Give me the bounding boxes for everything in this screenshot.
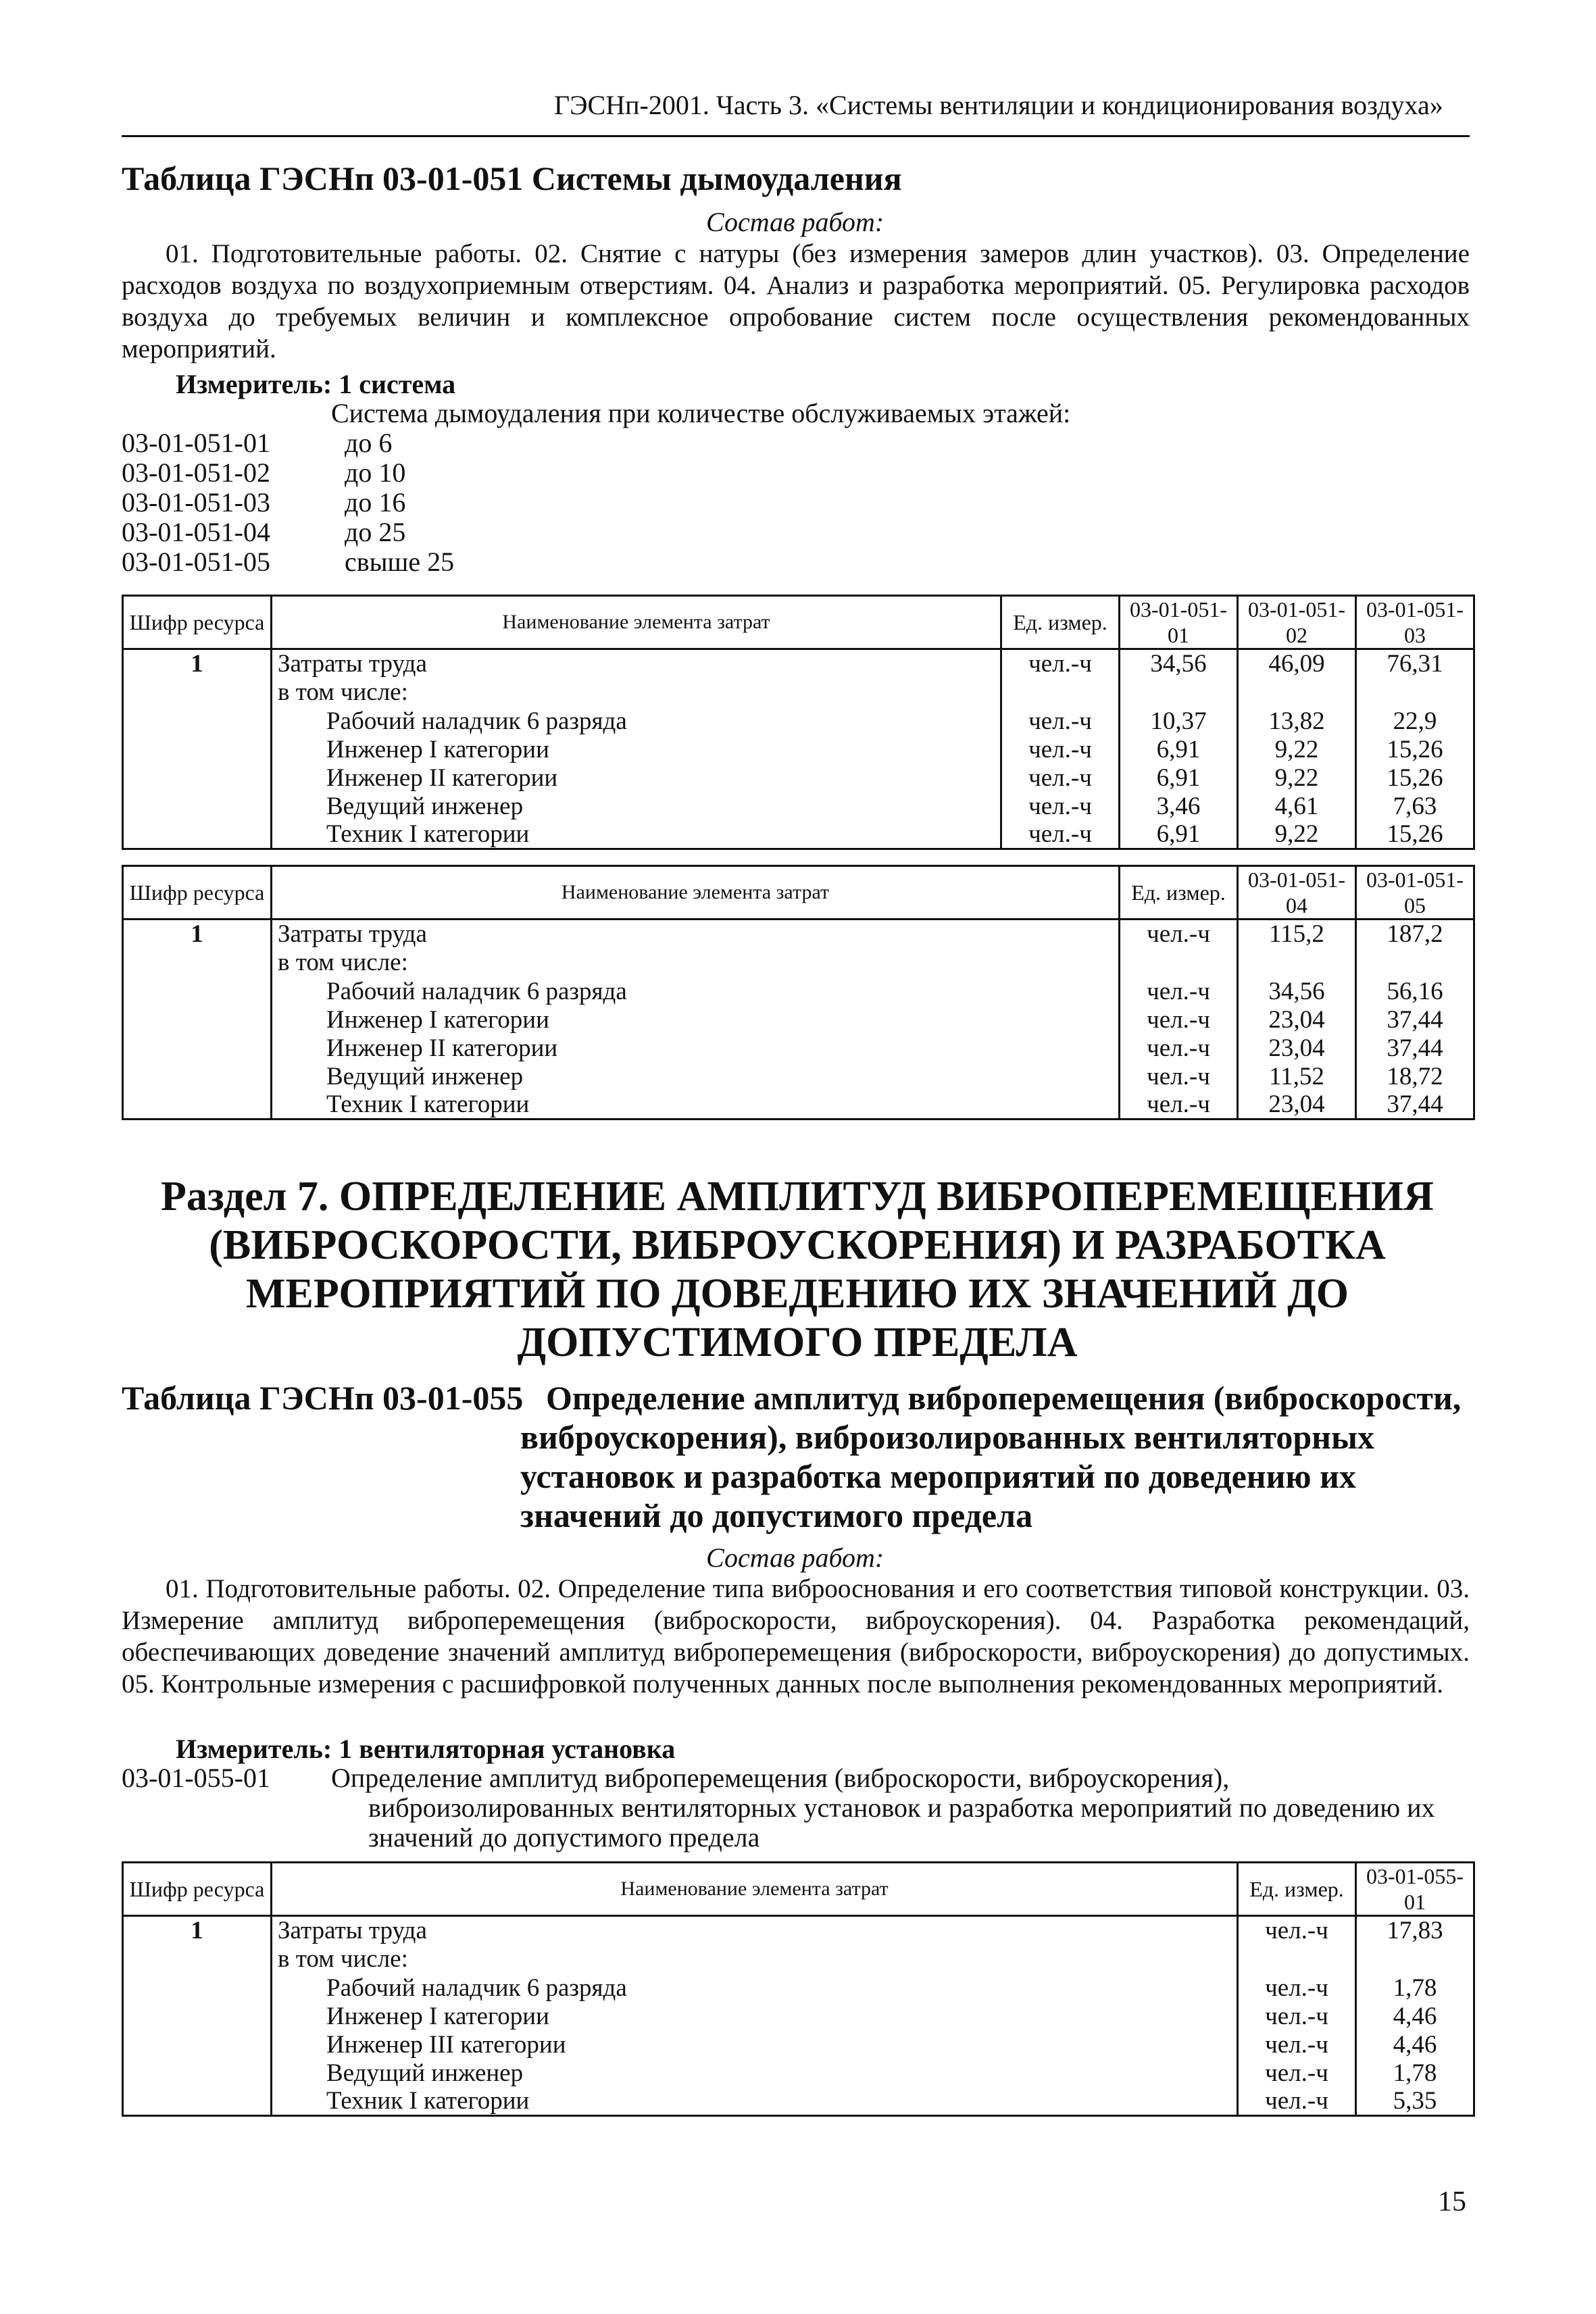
cell-value (1356, 1945, 1474, 1974)
cell-unit: чел.-ч (1238, 1916, 1356, 1945)
table-2-code: 03-01-055-01 (122, 1763, 270, 1793)
cell-name: Рабочий наладчик 6 разряда (272, 978, 1120, 1006)
table-header-row (123, 866, 1474, 920)
cell-value: 22,9 (1356, 707, 1474, 736)
code-number: 03-01-051-02 (122, 457, 270, 488)
code-number: 03-01-051-01 (122, 428, 270, 458)
cell-code (123, 949, 272, 978)
header-resource-code: Шифр ресурса (123, 1863, 272, 1916)
cell-name: Затраты труда (272, 649, 1001, 678)
table-row (123, 978, 1474, 1006)
table-row (123, 793, 1474, 821)
cell-name: Затраты труда (272, 1916, 1238, 1945)
cell-value: 34,56 (1120, 649, 1238, 678)
cell-value: 187,2 (1356, 920, 1474, 949)
cell-code (123, 1034, 272, 1063)
code-description-line: виброизолированных вентиляторных установок и разработка мероприятий по доведению их (368, 1792, 1435, 1823)
cell-code (123, 707, 272, 736)
code-item (122, 427, 730, 457)
cell-value: 56,16 (1356, 978, 1474, 1006)
cell-unit: чел.-ч (1120, 1006, 1238, 1034)
header-unit: Ед. измер. (1120, 866, 1238, 920)
cell-code (123, 821, 272, 849)
header-cost-element: Наименование элемента затрат (272, 1863, 1238, 1916)
header-unit: Ед. измер. (1001, 596, 1120, 649)
cell-code (123, 764, 272, 793)
header-norm-code: 03-01-051-04 (1238, 866, 1356, 920)
table-row (123, 949, 1474, 978)
cell-name: Инженер I категории (272, 736, 1001, 764)
cell-name: Инженер II категории (272, 1034, 1120, 1063)
cell-value (1238, 678, 1356, 707)
header-cost-element: Наименование элемента затрат (272, 596, 1001, 649)
cell-value: 6,91 (1120, 764, 1238, 793)
cell-code (123, 2003, 272, 2031)
header-unit: Ед. измер. (1238, 1863, 1356, 1916)
cell-value: 37,44 (1356, 1006, 1474, 1034)
cell-code (123, 1006, 272, 1034)
cell-unit: чел.-ч (1001, 821, 1120, 849)
cell-name: Рабочий наладчик 6 разряда (272, 707, 1001, 736)
cell-value: 18,72 (1356, 1063, 1474, 1091)
cell-name: в том числе: (272, 1945, 1238, 1974)
cell-unit: чел.-ч (1120, 1091, 1238, 1120)
cell-value: 76,31 (1356, 649, 1474, 678)
cell-name: Ведущий инженер (272, 793, 1001, 821)
cell-code (123, 978, 272, 1006)
table-header-row (123, 596, 1474, 649)
code-item (122, 546, 730, 576)
cell-name: Техник I категории (272, 1091, 1120, 1120)
header-resource-code: Шифр ресурса (123, 866, 272, 920)
cell-name: Инженер II категории (272, 764, 1001, 793)
cell-value: 17,83 (1356, 1916, 1474, 1945)
cell-code (123, 2031, 272, 2059)
resource-table-051-a (122, 595, 1475, 850)
table-row (123, 2031, 1474, 2059)
cell-value (1238, 949, 1356, 978)
table-row (123, 2059, 1474, 2088)
cell-unit (1120, 949, 1238, 978)
cell-value: 15,26 (1356, 736, 1474, 764)
table-1-measure: Измеритель: 1 система (176, 369, 456, 399)
section-title-line: (ВИБРОСКОРОСТИ, ВИБРОУСКОРЕНИЯ) И РАЗРАБОТКА (209, 1222, 1386, 1268)
table-2-composition-text: 01. Подготовительные работы. 02. Определение типа виброоснования и его соответствия типовой конструкции. 03. Измерение амплитуд виброперемещения (виброскорости, виброускорения). 04. Разработка рекомендаций, обеспечивающих доведение значений амплитуд виброперемещения (виброскорости, виброускорения) до допустимых. 05. Контрольные измерения с расшифровкой полученных данных после выполнения рекомендованных мероприятий. (122, 1574, 1470, 1699)
table-row (123, 1945, 1474, 1974)
table-row (123, 2088, 1474, 2116)
cell-code (123, 2088, 272, 2116)
cell-value: 9,22 (1238, 821, 1356, 849)
table-2-code-description (331, 1762, 1480, 1851)
cell-name: Ведущий инженер (272, 2059, 1238, 2088)
header-norm-code: 03-01-051-02 (1238, 596, 1356, 649)
cell-value: 23,04 (1238, 1006, 1356, 1034)
cell-name: Инженер III категории (272, 2031, 1238, 2059)
header-norm-code: 03-01-055-01 (1356, 1863, 1474, 1916)
code-item (122, 457, 730, 486)
header-norm-code: 03-01-051-01 (1120, 596, 1238, 649)
code-item (122, 486, 730, 516)
table-2-title (546, 1378, 1478, 1417)
cell-name: Техник I категории (272, 821, 1001, 849)
cell-value (1120, 678, 1238, 707)
section-title-line: ДОПУСТИМОГО ПРЕДЕЛА (517, 1319, 1078, 1365)
cell-unit: чел.-ч (1120, 1034, 1238, 1063)
cell-name: Техник I категории (272, 2088, 1238, 2116)
cell-value: 3,46 (1120, 793, 1238, 821)
cell-value: 13,82 (1238, 707, 1356, 736)
cell-value (1356, 949, 1474, 978)
cell-value: 37,44 (1356, 1091, 1474, 1120)
cell-name: Инженер I категории (272, 1006, 1120, 1034)
table-1-composition-label: Состав работ: (706, 207, 884, 237)
table-2-title-continued (520, 1417, 1466, 1535)
cell-code: 1 (123, 920, 272, 949)
cell-value: 7,63 (1356, 793, 1474, 821)
cell-unit: чел.-ч (1001, 707, 1120, 736)
table-row (123, 1916, 1474, 1945)
cell-value: 4,61 (1238, 793, 1356, 821)
cell-value: 46,09 (1238, 649, 1356, 678)
table-header-row (123, 1863, 1474, 1916)
table-row (123, 2003, 1474, 2031)
cell-code (123, 1063, 272, 1091)
page-number: 15 (1438, 2186, 1466, 2217)
cell-value: 23,04 (1238, 1034, 1356, 1063)
table-row (123, 736, 1474, 764)
cell-value: 15,26 (1356, 821, 1474, 849)
header-rule (122, 135, 1470, 137)
cell-name: в том числе: (272, 949, 1120, 978)
resource-table-051-b (122, 865, 1475, 1120)
cell-value: 1,78 (1356, 2059, 1474, 2088)
cell-value: 6,91 (1120, 821, 1238, 849)
running-header: ГЭСНп-2001. Часть 3. «Системы вентиляции и кондиционирования воздуха» (554, 90, 1443, 120)
cell-code (123, 2059, 272, 2088)
section-title-line: МЕРОПРИЯТИЙ ПО ДОВЕДЕНИЮ ИХ ЗНАЧЕНИЙ ДО (245, 1271, 1349, 1317)
cell-unit: чел.-ч (1001, 764, 1120, 793)
section-title-line: Раздел 7. ОПРЕДЕЛЕНИЕ АМПЛИТУД ВИБРОПЕРЕМЕЩЕНИЯ (161, 1174, 1434, 1219)
cell-value: 9,22 (1238, 764, 1356, 793)
code-description: до 6 (345, 428, 393, 458)
cell-unit: чел.-ч (1238, 2003, 1356, 2031)
cell-unit: чел.-ч (1001, 649, 1120, 678)
cell-value: 11,52 (1238, 1063, 1356, 1091)
cell-value: 6,91 (1120, 736, 1238, 764)
table-row (123, 920, 1474, 949)
table-row (123, 1006, 1474, 1034)
cell-value: 34,56 (1238, 978, 1356, 1006)
cell-unit (1001, 678, 1120, 707)
cell-name: в том числе: (272, 678, 1001, 707)
cell-unit (1238, 1945, 1356, 1974)
table-2-title-line: Определение амплитуд виброперемещения (виброскорости, (546, 1379, 1462, 1417)
cell-unit: чел.-ч (1238, 1974, 1356, 2003)
table-row (123, 1974, 1474, 2003)
table-2-measure: Измеритель: 1 вентиляторная установка (176, 1734, 676, 1764)
table-1-composition-text: 01. Подготовительные работы. 02. Снятие с натуры (без измерения замеров длин участков). 03. Определение расходов воздуха по воздухоприемным отверстиям. 04. Анализ и разработка мероприятий. 05. Регулировка расходов воздуха до требуемых величин и комплексное опробование систем после осуществления рекомендованных мероприятий. (122, 239, 1470, 363)
cell-value: 4,46 (1356, 2031, 1474, 2059)
table-row (123, 649, 1474, 678)
cell-unit: чел.-ч (1238, 2031, 1356, 2059)
cell-value: 9,22 (1238, 736, 1356, 764)
header-norm-code: 03-01-051-03 (1356, 596, 1474, 649)
table-row (123, 707, 1474, 736)
code-number: 03-01-051-05 (122, 547, 270, 577)
cell-unit: чел.-ч (1238, 2059, 1356, 2088)
cell-code: 1 (123, 649, 272, 678)
cell-name: Инженер I категории (272, 2003, 1238, 2031)
table-row (123, 821, 1474, 849)
table-2-title-lead: Таблица ГЭСНп 03-01-055 (122, 1379, 524, 1417)
cell-value: 1,78 (1356, 1974, 1474, 2003)
header-resource-code: Шифр ресурса (123, 596, 272, 649)
table-row (123, 1034, 1474, 1063)
cell-value: 5,35 (1356, 2088, 1474, 2116)
table-row (123, 1091, 1474, 1120)
table-2-composition-label: Состав работ: (706, 1542, 884, 1573)
table-row (123, 678, 1474, 707)
cell-value: 23,04 (1238, 1091, 1356, 1120)
code-description: до 16 (345, 487, 406, 518)
table-1-system-caption: Система дымоудаления при количестве обслуживаемых этажей: (331, 398, 1071, 428)
table-2-title-line: установок и разработка мероприятий по доведению их (520, 1457, 1356, 1495)
table-2-title-line: виброускорения), виброизолированных вентиляторных (520, 1418, 1375, 1456)
cell-value: 4,46 (1356, 2003, 1474, 2031)
section-title (122, 1172, 1473, 1367)
table-row (123, 764, 1474, 793)
header-cost-element: Наименование элемента затрат (272, 866, 1120, 920)
code-description-line: Определение амплитуд виброперемещения (виброскорости, виброускорения), (331, 1763, 1230, 1793)
cell-code (123, 1091, 272, 1120)
resource-table-055 (122, 1861, 1475, 2117)
code-number: 03-01-051-03 (122, 487, 270, 518)
cell-unit: чел.-ч (1001, 793, 1120, 821)
cell-value: 10,37 (1120, 707, 1238, 736)
cell-unit: чел.-ч (1120, 1063, 1238, 1091)
cell-code (123, 1945, 272, 1974)
cell-value: 37,44 (1356, 1034, 1474, 1063)
cell-unit: чел.-ч (1238, 2088, 1356, 2116)
cell-unit: чел.-ч (1001, 736, 1120, 764)
code-description: свыше 25 (345, 547, 455, 577)
cell-code (123, 678, 272, 707)
cell-code (123, 1974, 272, 2003)
cell-code (123, 736, 272, 764)
code-description-line: значений до допустимого предела (368, 1822, 760, 1853)
code-number: 03-01-051-04 (122, 517, 270, 547)
code-description: до 10 (345, 457, 406, 488)
cell-code: 1 (123, 1916, 272, 1945)
cell-value: 15,26 (1356, 764, 1474, 793)
table-1-title: Таблица ГЭСНп 03-01-051 Системы дымоудаления (122, 159, 902, 197)
cell-value: 115,2 (1238, 920, 1356, 949)
cell-unit: чел.-ч (1120, 920, 1238, 949)
code-description: до 25 (345, 517, 406, 547)
cell-code (123, 793, 272, 821)
code-item (122, 516, 730, 546)
cell-name: Рабочий наладчик 6 разряда (272, 1974, 1238, 2003)
cell-value (1356, 678, 1474, 707)
cell-name: Ведущий инженер (272, 1063, 1120, 1091)
cell-name: Затраты труда (272, 920, 1120, 949)
table-2-title-line: значений до допустимого предела (520, 1496, 1033, 1534)
header-norm-code: 03-01-051-05 (1356, 866, 1474, 920)
cell-unit: чел.-ч (1120, 978, 1238, 1006)
table-row (123, 1063, 1474, 1091)
